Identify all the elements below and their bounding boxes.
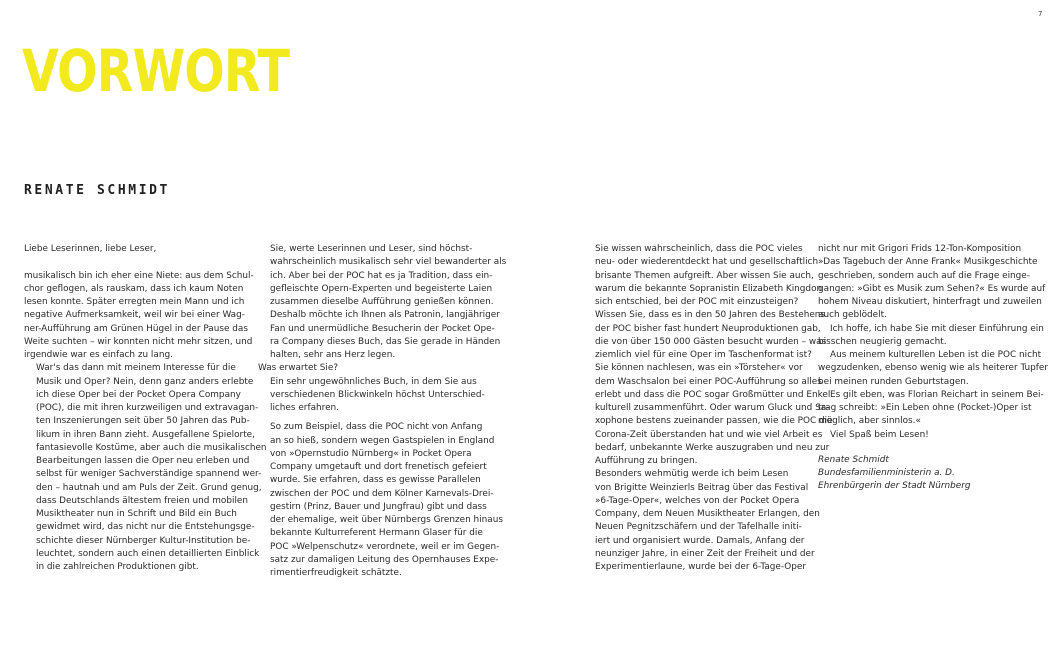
text-column-3 <box>583 243 833 574</box>
text-line: likum in ihren Bann zieht. Ausgefallene Spielorte, <box>36 429 255 440</box>
page-title: VORWORT <box>22 37 290 105</box>
text-line: rimentierfreudigkeit schätzte. <box>270 568 402 578</box>
text-line: Experimentierlaune, wurde bei der 6-Tage-Oper <box>595 562 807 572</box>
text-line: irgendwie war es einfach zu lang. <box>24 350 173 360</box>
text-line: in die zahlreichen Produktionen gibt. <box>36 562 199 572</box>
text-line: So zum Beispiel, dass die POC nicht von Anfang <box>270 422 483 433</box>
text-line: musikalisch bin ich eher eine Niete: aus dem Schul- <box>24 270 254 281</box>
text-line: bedarf, unbekannte Werke auszugraben und neu zur <box>595 442 830 453</box>
text-line: ra Company dieses Buch, das Sie gerade in Händen <box>270 336 501 347</box>
text-line: War's das dann mit meinem Interesse für die <box>36 363 236 374</box>
text-line: fantasievolle Kostüme, aber auch die musikalischen <box>36 442 267 453</box>
text-line: xophone bestens zueinander passen, wie die POC die <box>595 416 833 427</box>
text-line: »6-Tage-Oper«, welches von der Pocket Opera <box>595 495 800 506</box>
text-line: an so hieß, sondern wegen Gastspielen in England <box>270 435 495 446</box>
text-line: Musiktheater nun in Schrift und Bild ein Buch <box>36 509 237 519</box>
text-line: zwischen der POC und dem Kölner Karnevals-Drei- <box>270 488 494 499</box>
paragraph <box>24 270 254 363</box>
text-line: negative Aufmerksamkeit, weil wir bei einer Wag- <box>24 310 245 321</box>
text-line: Besonders wehmütig werde ich beim Lesen <box>595 469 789 480</box>
paragraph <box>258 421 503 580</box>
text-line: Sie können nachlesen, was ein »Törsteher« vor <box>595 363 803 374</box>
paragraph <box>818 243 1046 323</box>
text-line: wahrscheinlich musikalisch sehr viel bewanderter als <box>270 257 507 268</box>
text-line: Ein sehr ungewöhnliches Buch, in dem Sie aus <box>270 376 477 387</box>
text-line: selbst für weniger Sachverständige spannend wer- <box>36 469 262 480</box>
text-line: bei meinen runden Geburtstagen. <box>818 376 969 387</box>
text-line: nicht nur mit Grigori Frids 12-Ton-Komposition <box>818 244 1022 254</box>
text-column-1 <box>24 243 267 574</box>
text-line: Musik und Oper? Nein, denn ganz anders erlebte <box>36 376 254 387</box>
text-line: bekannte Kulturreferent Hermann Glaser für die <box>270 528 483 539</box>
text-line: ten Inszenierungen seit über 50 Jahren das Pub- <box>36 416 250 427</box>
text-line: Sie wissen wahrscheinlich, dass die POC vieles <box>595 244 803 254</box>
text-line: trag schreibt: »Ein Leben ohne (Pocket-)Oper ist <box>818 403 1032 413</box>
text-line: Ich hoffe, ich habe Sie mit dieser Einführung ein <box>830 323 1044 334</box>
paragraph <box>24 362 267 574</box>
text-line: Was erwartet Sie? <box>258 363 339 374</box>
text-line: dem Waschsalon bei einer POC-Aufführung so alles <box>595 376 822 387</box>
text-line: wurde. Sie erfahren, dass es gewisse Parallelen <box>270 475 481 486</box>
text-line: die von über 150 000 Gästen besucht wurden – was <box>595 336 827 347</box>
paragraph <box>258 243 507 376</box>
paragraph <box>818 429 1046 442</box>
text-line: kulturell zusammenführt. Oder warum Gluck und Sa- <box>595 403 830 413</box>
text-line: ner-Aufführung am Grünen Hügel in der Pause das <box>24 323 248 334</box>
text-line: möglich, aber sinnlos.« <box>818 416 921 427</box>
text-line: warum die bekannte Sopranistin Elizabeth Kingdon <box>595 283 823 294</box>
text-line: brisante Themen aufgreift. Aber wissen Sie auch, <box>595 270 814 281</box>
paragraph <box>818 349 1049 389</box>
text-line: zusammen dieselbe Aufführung genießen können. <box>270 297 494 307</box>
text-line: (POC), die mit ihren kurzweiligen und extravagan- <box>36 403 259 413</box>
text-line: gefleischte Opern-Experten und begeisterte Laien <box>270 283 493 294</box>
text-line: Bearbeitungen lassen die Oper neu erleben und <box>36 456 250 466</box>
text-line: Aufführung zu bringen. <box>595 456 698 466</box>
paragraph <box>818 323 1046 350</box>
text-line: schichte dieser Nürnberger Kultur-Institution be- <box>36 535 251 546</box>
text-line: von »Opernstudio Nürnberg« in Pocket Opera <box>270 448 472 459</box>
signature-name: Renate Schmidt <box>818 454 889 465</box>
text-line: wegzudenken, ebenso wenig wie als heiterer Tupfer <box>818 363 1049 374</box>
text-line: auch geblödelt. <box>818 310 887 321</box>
text-line: Neuen Pegnitzschäfern und der Tafelhalle initi- <box>595 522 802 533</box>
paragraph <box>583 468 820 574</box>
text-line: von Brigitte Weinzierls Beitrag über das Festival <box>595 482 809 493</box>
text-line: Es gilt eben, was Florian Reichart in seinem Bei- <box>830 389 1044 400</box>
text-line: neunziger Jahre, in einer Zeit der Freiheit und der <box>595 548 815 559</box>
text-line: gestirn (Prinz, Bauer und Jungfrau) gibt und dass <box>270 501 487 512</box>
page-number: 7 <box>1038 10 1043 18</box>
text-line: chor geflogen, als rauskam, dass ich kaum Noten <box>24 283 244 294</box>
text-line: hohem Niveau diskutiert, hinterfragt und zuweilen <box>818 297 1042 307</box>
text-line: Corona-Zeit überstanden hat und wie viel Arbeit es <box>595 429 823 440</box>
signature-role: Bundesfamilienministerin a. D. <box>818 468 955 478</box>
text-line: neu- oder wiederentdeckt hat und gesellschaftlich <box>595 257 819 268</box>
salutation-paragraph <box>24 243 242 256</box>
text-line: Liebe Leserinnen, liebe Leser, <box>24 244 157 254</box>
text-line: ich. Aber bei der POC hat es ja Tradition, dass ein- <box>270 270 493 281</box>
text-line: dass Deutschlands ältestem freien und mobilen <box>36 495 248 506</box>
text-line: gangen: »Gibt es Musik zum Sehen?« Es wurde auf <box>818 283 1046 294</box>
text-line: der ehemalige, weit über Nürnbergs Grenzen hinaus <box>270 515 503 525</box>
text-line: verschiedenen Blickwinkeln höchst Unterschied- <box>270 389 485 400</box>
text-line: Deshalb möchte ich Ihnen als Patronin, langjähriger <box>270 310 500 321</box>
author-name: RENATE SCHMIDT <box>24 183 170 198</box>
text-line: der POC bisher fast hundert Neuproduktionen gab, <box>595 323 821 334</box>
text-line: geschrieben, sondern auch auf die Frage einge- <box>818 270 1030 281</box>
text-line: POC »Welpenschutz« verordnete, weil er im Gegen- <box>270 541 500 552</box>
text-line: Aus meinem kulturellen Leben ist die POC nicht <box>830 350 1042 360</box>
signature-honor: Ehrenbürgerin der Stadt Nürnberg <box>818 481 971 492</box>
text-line: halten, sehr ans Herz legen. <box>270 350 396 360</box>
text-line: gewidmet wird, das nicht nur die Entstehungsge- <box>36 522 255 533</box>
text-line: liches erfahren. <box>270 403 339 413</box>
text-column-4 <box>818 243 1049 494</box>
text-line: Wissen Sie, dass es in den 50 Jahren des Bestehens <box>595 310 826 321</box>
text-line: Viel Spaß beim Lesen! <box>830 429 929 440</box>
text-line: ich diese Oper bei der Pocket Opera Company <box>36 389 241 400</box>
text-line: lesen konnte. Später erregten mein Mann und ich <box>24 297 245 307</box>
text-line: Company umgetauft und dort frenetisch gefeiert <box>270 462 487 472</box>
text-line: leuchtet, sondern auch einen detaillierten Einblick <box>36 548 260 559</box>
text-line: Company, dem Neuen Musiktheater Erlangen, den <box>595 509 820 519</box>
text-line: den – hautnah und am Puls der Zeit. Grund genug, <box>36 482 262 493</box>
paragraph <box>583 243 827 362</box>
text-line: satz zur damaligen Leitung des Opernhauses Expe- <box>270 554 499 565</box>
paragraph <box>583 362 833 468</box>
text-line: erlebt und dass die POC sogar Großmütter und Enkel <box>595 389 831 400</box>
text-line: Weite suchten – wir konnten nicht mehr sitzen, und <box>24 336 253 347</box>
text-line: sich entschied, bei der POC mit einzusteigen? <box>595 297 799 307</box>
text-line: ziemlich viel für eine Oper im Taschenformat ist? <box>595 350 812 360</box>
text-line: Sie, werte Leserinnen und Leser, sind höchst- <box>270 244 473 254</box>
text-line: Fan und unermüdliche Besucherin der Pocket Ope- <box>270 323 495 334</box>
text-line: iert und organisiert wurde. Damals, Anfang der <box>595 535 805 546</box>
paragraph <box>258 376 485 416</box>
text-line: »Das Tagebuch der Anne Frank« Musikgeschichte <box>818 257 1038 268</box>
paragraph <box>818 389 1046 429</box>
signature-block <box>818 454 1046 494</box>
text-column-2 <box>258 243 507 580</box>
text-line: bisschen neugierig gemacht. <box>818 336 947 347</box>
